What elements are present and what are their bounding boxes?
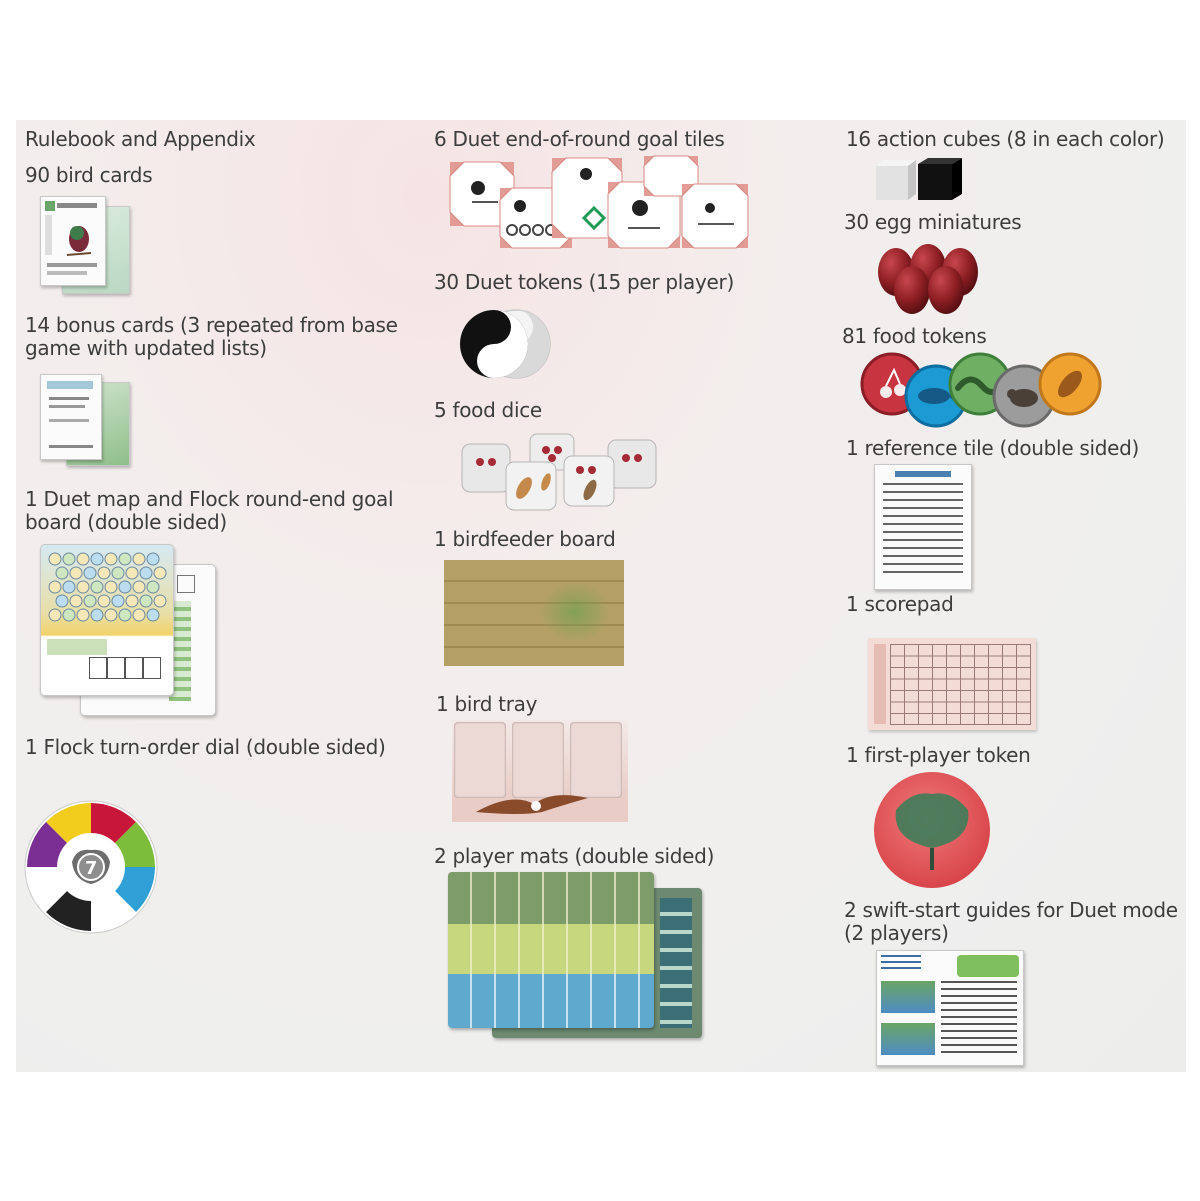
seed-token (1040, 354, 1100, 414)
egg-miniatures-label: 30 egg miniatures (844, 210, 1022, 234)
scorepad-header-column (874, 644, 886, 724)
action-cubes-image (872, 156, 968, 204)
player-mat-front (448, 872, 654, 1028)
goal-slot (125, 657, 143, 679)
action-cubes-label: 16 action cubes (8 in each color) (846, 127, 1165, 151)
food-tokens-label: 81 food tokens (842, 324, 987, 348)
goal-tiles-label: 6 Duet end-of-round goal tiles (434, 127, 725, 151)
components-sheet (16, 120, 1186, 1072)
mat-grassland-row (448, 924, 654, 974)
card-title-bar (57, 203, 97, 208)
mat-forest-row (448, 872, 654, 924)
guide-text (941, 981, 1017, 1057)
card-text-line (49, 397, 89, 400)
food-dice-label: 5 food dice (434, 398, 542, 422)
mat-wetland-row (448, 974, 654, 1028)
reference-tile-image (874, 464, 972, 590)
turn-order-dial-image (24, 800, 158, 934)
mat-track (660, 898, 692, 1028)
bird-icon (57, 219, 97, 259)
turn-order-dial-label: 1 Flock turn-order dial (double sided) (25, 735, 386, 759)
scorepad-image (868, 638, 1036, 730)
guide-image (881, 1023, 935, 1055)
map-grid (45, 549, 169, 633)
guide-title (881, 955, 921, 971)
first-player-token-label: 1 first-player token (846, 743, 1031, 767)
reference-tile-label: 1 reference tile (double sided) (846, 436, 1140, 460)
food-tokens-image (860, 352, 1106, 430)
habitat-icon (45, 201, 55, 211)
bonus-cards-image (40, 374, 132, 466)
map-legend (47, 639, 107, 655)
duet-map-image (40, 544, 220, 718)
bonus-card-front (40, 374, 102, 460)
birdfeeder-label: 1 birdfeeder board (434, 527, 616, 551)
rulebook-label: Rulebook and Appendix (25, 127, 256, 151)
duet-map-label: 1 Duet map and Flock round-end goal board (double sided) (25, 487, 394, 534)
bird-cards-label: 90 bird cards (25, 163, 153, 187)
first-player-token-image (872, 770, 992, 890)
swift-start-label: 2 swift-start guides for Duet mode (2 players) (844, 898, 1178, 945)
goal-slot (107, 657, 125, 679)
goal-slot (143, 657, 161, 679)
bird-tray-image (452, 720, 628, 822)
duet-tokens-image (458, 304, 554, 384)
reference-title-bar (895, 471, 951, 477)
duet-map-board (40, 544, 174, 696)
reference-text (883, 483, 963, 579)
duet-tokens-label: 30 Duet tokens (15 per player) (434, 270, 734, 294)
card-text-line (49, 405, 85, 408)
food-die (564, 456, 614, 506)
goal-box (177, 575, 195, 593)
birdfeeder-image (444, 560, 624, 666)
goal-tile (682, 184, 748, 248)
player-mats-image (448, 872, 704, 1044)
bird-card-front (40, 196, 106, 286)
food-die (608, 440, 656, 488)
goal-tiles-image (448, 152, 748, 252)
food-die (506, 462, 556, 510)
card-side-bar (45, 215, 52, 255)
food-dice-image (460, 434, 660, 512)
scorepad-grid (890, 644, 1031, 725)
bird-cards-image (40, 196, 132, 296)
dial-number: 7 (84, 858, 98, 879)
bonus-card-header (47, 381, 93, 389)
guide-image (881, 981, 935, 1013)
card-text-line (49, 445, 93, 448)
guide-badge (957, 955, 1019, 977)
food-die (462, 444, 510, 492)
bird-tray-label: 1 bird tray (436, 692, 538, 716)
goal-slot (89, 657, 107, 679)
scorepad-label: 1 scorepad (846, 592, 954, 616)
card-text-line (47, 263, 97, 267)
player-mats-label: 2 player mats (double sided) (434, 844, 715, 868)
swift-start-image (876, 950, 1024, 1066)
birdfeeder-foliage (540, 582, 610, 642)
card-text-line (49, 419, 89, 422)
eagle-icon (472, 786, 592, 820)
egg-miniatures-image (870, 242, 986, 318)
white-cube (876, 160, 916, 200)
bonus-cards-label: 14 bonus cards (3 repeated from base game with updated lists) (25, 313, 398, 360)
egg (928, 266, 964, 314)
card-text-line (47, 271, 87, 275)
egg (894, 266, 930, 314)
black-cube (918, 158, 962, 200)
